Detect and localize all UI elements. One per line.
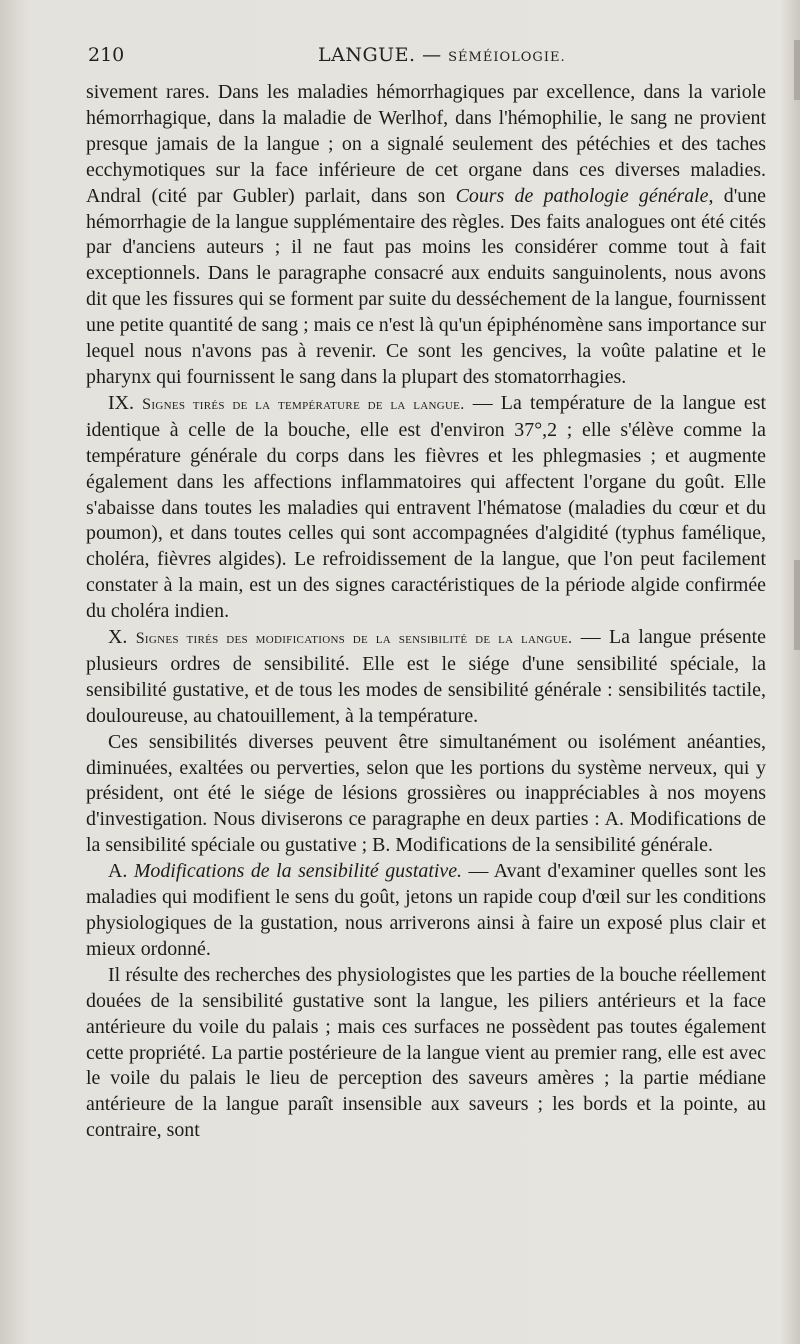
paragraph-gustation-text: Il résulte des recherches des physiologistes que les parties de la bouche réellement douées de la sensibilité gustative sont la langue, les piliers antérieurs et la face antérieure du voile du palais ; mais ces surfaces ne possèdent pas toutes également cette propriété. La partie postérieure de la langue vient au premier rang, elle est avec le voile du palais le lieu de perception des saveurs amères ; la partie médiane antérieure de la langue paraît insensible aux saveurs ; les bords et la pointe, au contraire, sont: [86, 963, 766, 1142]
running-header: [88, 44, 740, 74]
paragraph-sensibilites-text: Ces sensibilités diverses peuvent être simultanément ou isolément anéanties, diminuées, exaltées ou perverties, selon que les portions du système nerveux, qui y président, ont été le siége de lésions grossières ou inappréciables à nos moyens d'investigation. Nous diviserons ce paragraphe en deux parties : A. Modifications de la sensibilité spéciale ou gustative ; B. Modifications de la sensibilité générale.: [86, 730, 766, 857]
paragraph-1-text: sivement rares. Dans les maladies hémorrhagiques par excellence, dans la variole hémorrhagique, dans la maladie de Werlhof, dans l'hémophilie, le sang ne provient presque jamais de la langue ; on a signalé seulement des pétéchies et des taches ecchymotiques sur la face inférieure de cet organe dans ces diverses maladies. Andral (cité par Gubler) parlait, dans son: [86, 81, 766, 207]
page-edge-mark: [794, 40, 800, 100]
section-number-ix: IX.: [108, 391, 143, 414]
subsection-letter-a: A.: [108, 860, 134, 883]
page-edge-mark: [794, 560, 800, 650]
running-title-section: SÉMÉIOLOGIE.: [448, 50, 566, 65]
paragraph-gustation: [86, 963, 766, 1144]
paragraph-sensibilites: [86, 730, 766, 860]
paragraph-1-italic: Cours de pathologie générale: [455, 184, 709, 207]
paragraph-a: [86, 859, 766, 963]
section-number-x: X.: [108, 626, 136, 649]
running-title-main: LANGUE. —: [318, 44, 442, 66]
section-heading-ix: Signes tirés de la température de la langue.: [142, 395, 465, 413]
paragraph-1-rest: , d'une hémorrhagie de la langue supplémentaire des règles. Des faits analogues ont été cités par d'anciens auteurs ; il ne faut pas moins les considérer comme tout à fait exceptionnels. Dans le paragraphe consacré aux enduits sanguinolents, nous avons dit que les fissures qui se forment par suite du desséchement de la langue, fournissent une petite quantité de sang ; mais ce n'est là qu'un épiphénomène sans importance sur lequel nous n'avons pas à revenir. Ce sont les gencives, la voûte palatine et le pharynx qui fournissent le sang dans la plupart des stomatorrhagies.: [86, 184, 767, 388]
paragraph-ix-text: — La température de la langue est identique à celle de la bouche, elle est d'environ 37°,2 ; elle s'élève comme la température générale du corps dans les fièvres et les phlegmasies ; et augmente également dans les affections inflammatoires qui affectent l'organe du goût. Elle s'abaisse dans toutes les maladies qui entravent l'hématose (maladies du cœur et du poumon), et dans toutes celles qui sont accompagnées d'algidité (typhus famélique, choléra, fièvres algides). Le refroidissement de la langue, que l'on peut facilement constater à la main, est un des signes caractéristiques de la période algide confirmée du choléra indien.: [86, 391, 767, 623]
paragraph-x: [86, 625, 766, 730]
paragraph-a-text: — Avant d'examiner quelles sont les maladies qui modifient le sens du goût, jetons un rapide coup d'œil sur les conditions physiologiques de la gustation, nous arriverons ainsi à faire un exposé plus clair et mieux ordonné.: [86, 860, 767, 960]
section-heading-x: Signes tirés des modifications de la sensibilité de la langue.: [135, 630, 573, 648]
paragraph-ix: [86, 391, 766, 625]
page-body: [86, 80, 766, 1144]
running-title: [318, 44, 566, 66]
subsection-heading-a: Modifications de la sensibilité gustative.: [133, 860, 463, 883]
paragraph-1: [86, 80, 766, 391]
page-number: 210: [88, 44, 125, 66]
paragraph-x-text: — La langue présente plusieurs ordres de sensibilité. Elle est le siége d'une sensibilité spéciale, la sensibilité gustative, et de tous les modes de sensibilité générale : sensibilités tactile, douloureuse, au chatouillement, à la température.: [86, 626, 767, 727]
